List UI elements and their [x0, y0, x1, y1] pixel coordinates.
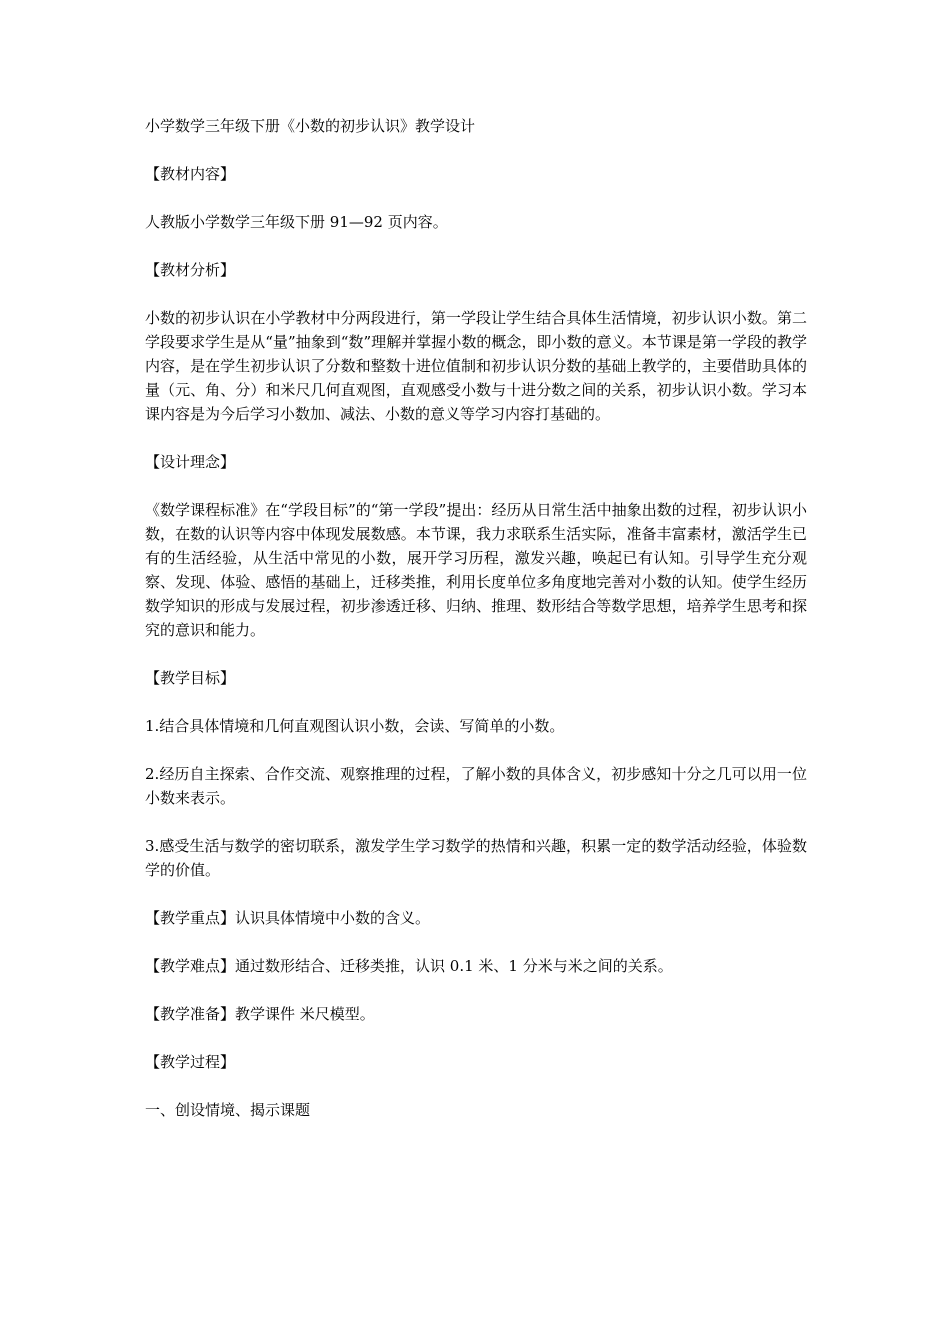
goals-heading: 【教学目标】 — [145, 669, 236, 687]
process-heading: 【教学过程】 — [145, 1053, 236, 1071]
goal-item-3: 3.感受生活与数学的密切联系，激发学生学习数学的热情和兴趣，积累一定的数学活动经验，体验数学的价值。 — [145, 837, 807, 879]
document-title: 小学数学三年级下册《小数的初步认识》教学设计 — [145, 117, 476, 135]
content-text: 人教版小学数学三年级下册 91—92 页内容。 — [145, 213, 448, 231]
analysis-heading: 【教材分析】 — [145, 261, 236, 279]
concept-heading: 【设计理念】 — [145, 453, 236, 471]
difficulty: 【教学难点】通过数形结合、迁移类推，认识 0.1 米、1 分米与米之间的关系。 — [145, 957, 673, 975]
goal-item-2: 2.经历自主探索、合作交流、观察推理的过程，了解小数的具体含义，初步感知十分之几可以用一位小数来表示。 — [145, 765, 807, 807]
document-page — [145, 114, 807, 1146]
key-point: 【教学重点】认识具体情境中小数的含义。 — [145, 909, 431, 927]
concept-text: 《数学课程标准》在“学段目标”的“第一学段”提出：经历从日常生活中抽象出数的过程，初步认识小数，在数的认识等内容中体现发展数感。本节课，我力求联系生活实际，准备丰富素材，激活学生已有的生活经验，从生活中常见的小数，展开学习历程，激发兴趣，唤起已有认知。引导学生充分观察、发现、体验、感悟的基础上，迁移类推，利用长度单位多角度地完善对小数的认知。使学生经历数学知识的形成与发展过程，初步渗透迁移、归纳、推理、数形结合等数学思想，培养学生思考和探究的意识和能力。 — [145, 501, 807, 639]
analysis-text: 小数的初步认识在小学教材中分两段进行，第一学段让学生结合具体生活情境，初步认识小数。第二学段要求学生是从“量”抽象到“数”理解并掌握小数的概念，即小数的意义。本节课是第一学段的教学内容，是在学生初步认识了分数和整数十进位值制和初步认识分数的基础上教学的，主要借助具体的量（元、角、分）和米尺几何直观图，直观感受小数与十进分数之间的关系，初步认识小数。学习本课内容是为今后学习小数加、减法、小数的意义等学习内容打基础的。 — [145, 309, 807, 423]
goal-item-1: 1.结合具体情境和几何直观图认识小数，会读、写简单的小数。 — [145, 717, 565, 735]
content-heading: 【教材内容】 — [145, 165, 236, 183]
process-step-1: 一、创设情境、揭示课题 — [145, 1101, 311, 1119]
preparation: 【教学准备】教学课件 米尺模型。 — [145, 1005, 375, 1023]
